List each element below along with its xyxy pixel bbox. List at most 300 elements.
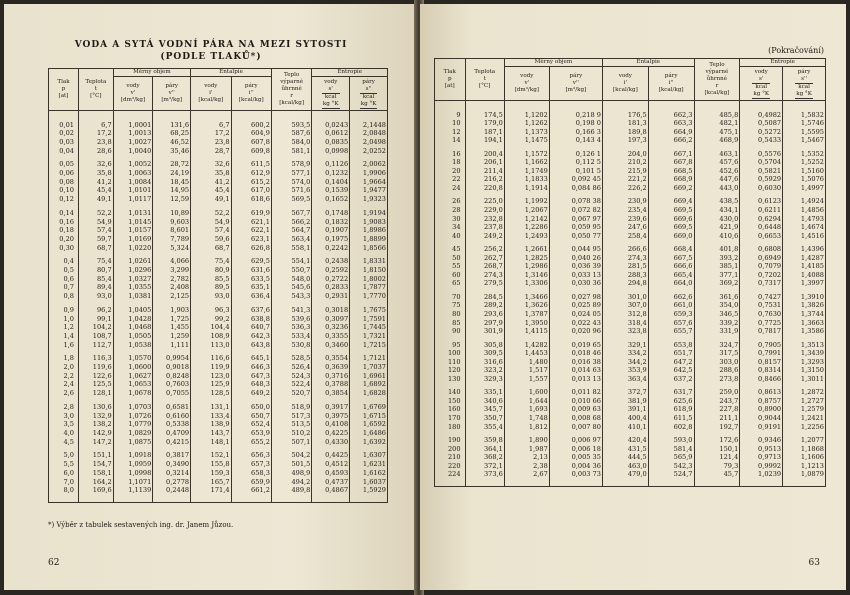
table-cell: 565,9: [648, 453, 694, 462]
table-subtitle: (PODLE TLAKŮ*): [160, 52, 262, 62]
table-cell: 148,1: [191, 438, 231, 447]
table-cell: 554,1: [271, 257, 311, 266]
table-cell: 1,1262: [504, 119, 549, 128]
table-cell: 0,6030: [740, 184, 783, 193]
table-cell: 45,4: [78, 186, 113, 195]
table-cell: 180: [435, 423, 466, 432]
table-cell: 373,6: [465, 470, 504, 479]
table-cell: 668,4: [648, 245, 694, 254]
table-row: [435, 184, 826, 193]
table-cell: 0,044 95: [549, 245, 602, 254]
table-cell: 1,0829: [113, 429, 153, 438]
spacer-cell: [153, 111, 191, 121]
table-cell: 653,8: [648, 341, 694, 350]
table-cell: 669,4: [648, 197, 694, 206]
table-cell: 273,8: [694, 375, 740, 384]
table-cell: 80,9: [191, 266, 231, 275]
table-cell: 140: [435, 388, 466, 397]
table-cell: 1,2286: [504, 223, 549, 232]
table-cell: 0,3975: [312, 412, 350, 421]
table-cell: 99,1: [78, 315, 113, 324]
table-row: [49, 129, 388, 138]
table-row: [49, 209, 388, 218]
table-cell: 4,066: [153, 257, 191, 266]
table-cell: 108,9: [191, 332, 231, 341]
table-cell: 1,8: [49, 354, 79, 363]
table-cell: 510,2: [271, 429, 311, 438]
table-row: [49, 341, 388, 350]
table-cell: 6,7: [78, 121, 113, 130]
table-cell: 631,7: [648, 388, 694, 397]
table-cell: 571,6: [271, 186, 311, 195]
table-cell: 1,4115: [504, 327, 549, 336]
table-cell: 0,004 36: [549, 462, 602, 471]
table-cell: 1,0001: [113, 121, 153, 130]
table-cell: 323,8: [602, 327, 648, 336]
end-cell: [740, 479, 783, 487]
table-row: [49, 451, 388, 460]
table-cell: 85,4: [78, 275, 113, 284]
table-row: [49, 412, 388, 421]
table-cell: 30: [435, 215, 466, 224]
table-cell: 0,7202: [740, 271, 783, 280]
table-cell: 1,0538: [113, 341, 153, 350]
table-cell: 361,6: [694, 293, 740, 302]
table-cell: 0,03: [49, 138, 79, 147]
table-cell: 158,1: [78, 469, 113, 478]
table-cell: 1,1373: [504, 128, 549, 137]
table-cell: 0,2242: [312, 244, 350, 253]
table-cell: 7,789: [153, 235, 191, 244]
table-cell: 297,9: [465, 319, 504, 328]
table-cell: 1,4793: [783, 215, 826, 224]
table-cell: 41,2: [78, 178, 113, 187]
table-cell: 2,2: [49, 372, 79, 381]
table-cell: 0,067 97: [549, 215, 602, 224]
table-cell: 210,2: [602, 158, 648, 167]
table-cell: 637,2: [648, 375, 694, 384]
table-cell: 623,1: [231, 235, 271, 244]
table-cell: 121,4: [694, 453, 740, 462]
table-cell: 179,0: [465, 119, 504, 128]
table-cell: 626,8: [231, 244, 271, 253]
table-cell: 113,0: [191, 341, 231, 350]
header-entropy-sub-0: vody s' kcal kg °K: [312, 77, 350, 111]
table-cell: 619,9: [231, 209, 271, 218]
table-cell: 558,1: [271, 244, 311, 253]
table-cell: 59,6: [191, 235, 231, 244]
table-cell: 668,9: [648, 175, 694, 184]
table-cell: 475,1: [694, 128, 740, 137]
table-cell: 2,782: [153, 275, 191, 284]
table-cell: 661,2: [231, 486, 271, 495]
table-cell: 4,0: [49, 429, 79, 438]
table-cell: 0,1539: [312, 186, 350, 195]
header-entropy-sub-1: páry s'' kcal kg °K: [783, 67, 826, 101]
spacer-cell: [602, 101, 648, 111]
table-cell: 331,9: [694, 327, 740, 336]
table-cell: 1,0570: [113, 354, 153, 363]
table-cell: 1,3306: [504, 279, 549, 288]
table-cell: 543,3: [271, 292, 311, 301]
table-cell: 128,5: [191, 389, 231, 398]
table-cell: 0,003 73: [549, 470, 602, 479]
table-cell: 0,3097: [312, 315, 350, 324]
table-cell: 1,890: [504, 436, 549, 445]
table-cell: 1,1139: [113, 486, 153, 495]
table-cell: 1,3513: [783, 341, 826, 350]
table-cell: 656,3: [231, 451, 271, 460]
table-cell: 1,6231: [350, 460, 388, 469]
table-cell: 211,4: [465, 167, 504, 176]
table-cell: 227,8: [694, 405, 740, 414]
end-cell: [694, 479, 740, 487]
table-cell: 0,4225: [312, 429, 350, 438]
table-cell: 0,2592: [312, 266, 350, 275]
table-row: [435, 405, 826, 414]
table-cell: 138,9: [191, 420, 231, 429]
table-cell: 1,0: [49, 315, 79, 324]
table-cell: 293,6: [465, 310, 504, 319]
table-cell: 174,5: [465, 111, 504, 120]
table-cell: 524,7: [648, 470, 694, 479]
spacer-cell: [78, 111, 113, 121]
table-cell: 0,092 45: [549, 175, 602, 184]
table-cell: 526,4: [271, 363, 311, 372]
table-cell: 0,3490: [153, 460, 191, 469]
table-cell: 0,3854: [312, 389, 350, 398]
table-cell: 669,5: [648, 206, 694, 215]
table-cell: 116,6: [191, 354, 231, 363]
table-cell: 0,4215: [153, 438, 191, 447]
table-cell: 119,9: [191, 363, 231, 372]
table-cell: 0,059 95: [549, 223, 602, 232]
table-cell: 119,6: [78, 363, 113, 372]
table-row: [49, 403, 388, 412]
table-cell: 2,67: [504, 470, 549, 479]
table-cell: 655,7: [648, 327, 694, 336]
table-row: [435, 453, 826, 462]
table-cell: 513,5: [271, 420, 311, 429]
table-cell: 1,0296: [113, 266, 153, 275]
table-cell: 1,3787: [504, 310, 549, 319]
table-cell: 0,040 26: [549, 254, 602, 263]
table-cell: 0,5929: [740, 175, 783, 184]
table-cell: 609,8: [231, 147, 271, 156]
table-cell: 1,0726: [113, 412, 153, 421]
table-cell: 35,8: [78, 169, 113, 178]
table-cell: 1,2421: [783, 414, 826, 423]
table-cell: 524,3: [271, 372, 311, 381]
table-cell: 0,2931: [312, 292, 350, 301]
table-cell: 578,9: [271, 160, 311, 169]
table-cell: 0,010 66: [549, 397, 602, 406]
table-cell: 24: [435, 184, 466, 193]
table-cell: 0,30: [49, 244, 79, 253]
table-row: [435, 128, 826, 137]
table-cell: 1,8986: [350, 226, 388, 235]
table-cell: 0,5: [49, 266, 79, 275]
table-cell: 0,006 18: [549, 445, 602, 454]
page-number-left: 62: [48, 558, 60, 568]
table-cell: 28,6: [78, 147, 113, 156]
table-cell: 0,6448: [740, 223, 783, 232]
table-cell: 1,644: [504, 397, 549, 406]
table-row: [435, 271, 826, 280]
table-cell: 110: [435, 358, 466, 367]
table-cell: 1,6961: [350, 372, 388, 381]
table-cell: 1,4516: [783, 232, 826, 241]
table-cell: 1,5252: [783, 158, 826, 167]
table-cell: 0,2833: [312, 283, 350, 292]
header-specific-volume: Měrný objem: [504, 59, 602, 67]
table-cell: 666,6: [648, 262, 694, 271]
table-row: [435, 358, 826, 367]
table-cell: 10: [435, 119, 466, 128]
table-cell: 303,0: [694, 358, 740, 367]
table-cell: 653,9: [231, 429, 271, 438]
table-cell: 533,4: [271, 332, 311, 341]
table-cell: 2,0252: [350, 147, 388, 156]
table-cell: 0,5821: [740, 167, 783, 176]
table-row: [435, 414, 826, 423]
table-cell: 93,0: [78, 292, 113, 301]
table-row: [435, 436, 826, 445]
table-cell: 438,5: [694, 197, 740, 206]
table-cell: 116,3: [78, 354, 113, 363]
table-cell: 669,6: [648, 215, 694, 224]
header-entropy: Entropie: [312, 69, 388, 77]
table-cell: 0,078 38: [549, 197, 602, 206]
table-row: [49, 186, 388, 195]
table-cell: 312,8: [602, 310, 648, 319]
table-cell: 41,2: [191, 178, 231, 187]
table-cell: 662,3: [648, 111, 694, 120]
table-cell: 57,4: [191, 226, 231, 235]
table-cell: 0,033 13: [549, 271, 602, 280]
table-cell: 112,7: [78, 341, 113, 350]
spacer-cell: [740, 101, 783, 111]
table-cell: 430,0: [694, 215, 740, 224]
table-cell: 123,0: [191, 372, 231, 381]
table-cell: 593,5: [271, 121, 311, 130]
table-row: [49, 257, 388, 266]
table-cell: 1,8150: [350, 266, 388, 275]
table-cell: 80: [435, 310, 466, 319]
table-cell: 281,5: [602, 262, 648, 271]
table-cell: 57,4: [78, 226, 113, 235]
table-cell: 1,3439: [783, 349, 826, 358]
table-cell: 1,2872: [783, 388, 826, 397]
table-cell: 54,9: [191, 218, 231, 227]
table-cell: 1,0627: [113, 372, 153, 381]
table-cell: 104,4: [191, 323, 231, 332]
table-cell: 60: [435, 271, 466, 280]
table-cell: 89,4: [78, 283, 113, 292]
table-cell: 256,2: [465, 245, 504, 254]
table-cell: 1,1749: [504, 167, 549, 176]
table-cell: 0,2438: [312, 257, 350, 266]
end-cell: [648, 479, 694, 487]
table-cell: 0,7725: [740, 319, 783, 328]
table-cell: 485,8: [694, 111, 740, 120]
table-cell: 1,4088: [783, 271, 826, 280]
table-cell: 65: [435, 279, 466, 288]
table-row: [49, 266, 388, 275]
table-cell: 1,259: [153, 332, 191, 341]
table-cell: 0,016 38: [549, 358, 602, 367]
table-cell: 1,0355: [113, 283, 153, 292]
table-cell: 28,72: [153, 160, 191, 169]
table-cell: 165,7: [191, 478, 231, 487]
table-cell: 131,1: [191, 403, 231, 412]
table-row: [435, 197, 826, 206]
table-cell: 85: [435, 319, 466, 328]
table-cell: 334,2: [602, 349, 648, 358]
table-cell: 1,0779: [113, 420, 153, 429]
table-cell: 1,8331: [350, 257, 388, 266]
table-cell: 259,0: [694, 388, 740, 397]
table-cell: 9,603: [153, 218, 191, 227]
table-row: [435, 366, 826, 375]
table-cell: 1,0027: [113, 138, 153, 147]
table-cell: 96,2: [78, 306, 113, 315]
table-cell: 1,1868: [783, 445, 826, 454]
table-cell: 0,02: [49, 129, 79, 138]
table-cell: 1,2825: [504, 254, 549, 263]
table-cell: 667,8: [648, 158, 694, 167]
table-cell: 1,1572: [504, 150, 549, 159]
table-cell: 0,12: [49, 195, 79, 204]
table-cell: 1,812: [504, 423, 549, 432]
table-cell: 669,5: [648, 223, 694, 232]
table-cell: 154,7: [78, 460, 113, 469]
table-cell: 659,9: [231, 478, 271, 487]
table-cell: 172,6: [694, 436, 740, 445]
table-cell: 393,2: [694, 254, 740, 263]
table-cell: 0,1126: [312, 160, 350, 169]
spacer-cell: [435, 101, 466, 111]
table-cell: 138,2: [78, 420, 113, 429]
table-row: [435, 111, 826, 120]
table-row: [49, 283, 388, 292]
table-cell: 1,3150: [783, 366, 826, 375]
table-cell: 0,4982: [740, 111, 783, 120]
spacer-cell: [231, 111, 271, 121]
table-cell: 14,95: [153, 186, 191, 195]
table-cell: 564,7: [271, 226, 311, 235]
table-cell: 604,9: [231, 129, 271, 138]
table-cell: 108,7: [78, 332, 113, 341]
left-page: [4, 4, 418, 590]
table-row: [435, 327, 826, 336]
table-cell: 0,7817: [740, 327, 783, 336]
table-cell: 545,6: [271, 283, 311, 292]
table-cell: 59,7: [78, 235, 113, 244]
table-cell: 1,4997: [783, 184, 826, 193]
table-cell: 151,1: [78, 451, 113, 460]
table-cell: 0,7317: [740, 279, 783, 288]
table-row: [435, 397, 826, 406]
table-cell: 224: [435, 470, 466, 479]
table-row: [49, 195, 388, 204]
table-cell: 1,0063: [113, 169, 153, 178]
table-cell: 221,2: [602, 175, 648, 184]
table-cell: 2,408: [153, 283, 191, 292]
table-cell: 618,6: [231, 195, 271, 204]
table-cell: 400,4: [602, 414, 648, 423]
table-cell: 75: [435, 301, 466, 310]
end-cell: [602, 479, 648, 487]
table-cell: 206,1: [465, 158, 504, 167]
table-cell: 669,2: [648, 184, 694, 193]
table-cell: 100: [435, 349, 466, 358]
table-row: [435, 470, 826, 479]
table-cell: 0,8: [49, 292, 79, 301]
table-cell: 96,3: [191, 306, 231, 315]
table-cell: 0,1404: [312, 178, 350, 187]
table-cell: 629,5: [231, 257, 271, 266]
table-cell: 569,5: [271, 195, 311, 204]
table-cell: 230,9: [602, 197, 648, 206]
table-cell: 612,9: [231, 169, 271, 178]
table-cell: 615,2: [231, 178, 271, 187]
table-cell: 1,5076: [783, 175, 826, 184]
table-cell: 1,0040: [113, 147, 153, 156]
table-cell: 85,5: [191, 275, 231, 284]
table-cell: 1,987: [504, 445, 549, 454]
table-cell: 607,8: [231, 138, 271, 147]
header-temperature: Teplota t [°C]: [465, 59, 504, 101]
header-sub-2: vody i' [kcal/kg]: [602, 67, 648, 101]
continuation-label: (Pokračování): [768, 46, 824, 55]
table-cell: 258,4: [602, 232, 648, 241]
table-cell: 1,0117: [113, 195, 153, 204]
table-cell: 1,6486: [350, 429, 388, 438]
table-cell: 323,2: [465, 366, 504, 375]
table-cell: 46,52: [153, 138, 191, 147]
table-cell: 655,2: [231, 438, 271, 447]
table-cell: 602,8: [648, 423, 694, 432]
table-cell: 0,027 98: [549, 293, 602, 302]
table-cell: 164,2: [78, 478, 113, 487]
table-row: [435, 445, 826, 454]
table-cell: 1,0101: [113, 186, 153, 195]
table-cell: 649,2: [231, 389, 271, 398]
table-cell: 355,4: [465, 423, 504, 432]
table-cell: 0,014 63: [549, 366, 602, 375]
table-cell: 0,9: [49, 306, 79, 315]
table-cell: 0,16: [49, 218, 79, 227]
spacer-cell: [549, 101, 602, 111]
table-cell: 194,1: [465, 136, 504, 145]
header-specific-volume: Měrný objem: [113, 69, 190, 77]
table-cell: 187,1: [465, 128, 504, 137]
table-row: [49, 218, 388, 227]
table-cell: 232,8: [465, 215, 504, 224]
table-cell: 339,2: [694, 319, 740, 328]
table-cell: 2,13: [504, 453, 549, 462]
table-cell: 192,7: [694, 423, 740, 432]
header-pressure: Tlak p [at]: [435, 59, 466, 101]
table-cell: 645,1: [231, 354, 271, 363]
table-cell: 1,9194: [350, 209, 388, 218]
table-cell: 344,2: [602, 358, 648, 367]
table-cell: 0,3716: [312, 372, 350, 381]
table-cell: 0,9992: [740, 462, 783, 471]
table-cell: 32,6: [78, 160, 113, 169]
table-row: [435, 349, 826, 358]
